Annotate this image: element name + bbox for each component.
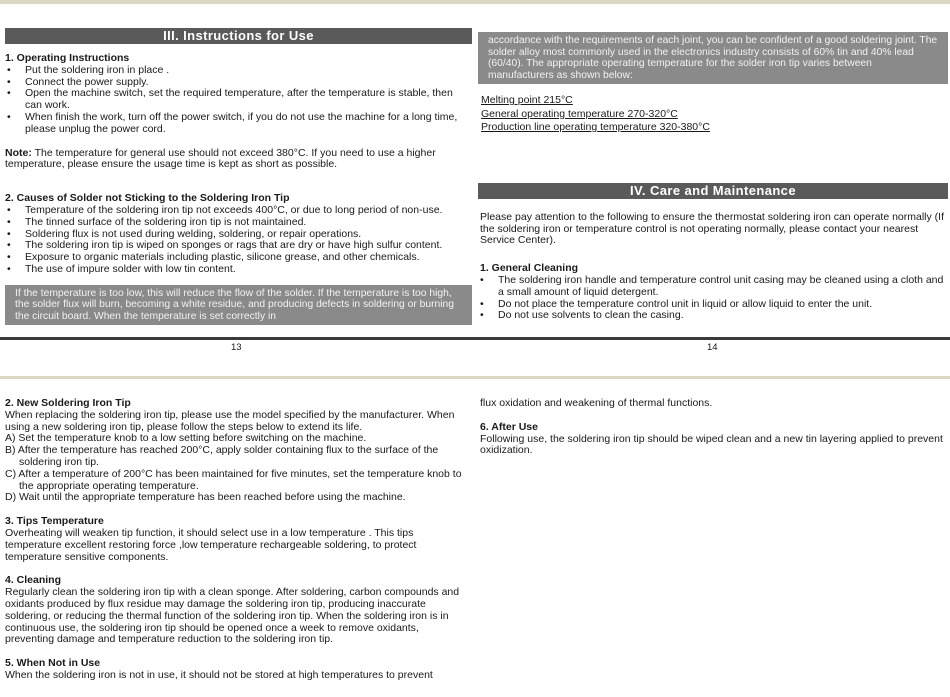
page-14-column (478, 32, 948, 322)
cleaning-text: Regularly clean the soldering iron tip with a clean sponge. After soldering, carbon compounds and oxidants produced by flux residue may damage the soldering iron tip, producing inaccurate soldering, or reducing the thermal function of the soldering iron tip. When the soldering iron is in continuous use, the soldering iron tip should be opened once a week to remove oxidants, preventing damage and temperature reduction to the soldering iron tip. (5, 586, 460, 646)
page-divider-top (0, 376, 950, 379)
temperature-note-box: If the temperature is too low, this will reduce the flow of the solder. If the temperature is too high, the solder flux will burn, becoming a white residue, and producing defects in soldering or burning the circuit board. When the temperature is set correctly in (5, 285, 472, 326)
page-number-13: 13 (231, 342, 242, 353)
melting-point: Melting point 215°C (481, 94, 573, 106)
list-item: • Do not use solvents to clean the casing. (478, 310, 948, 322)
new-tip-intro: When replacing the soldering iron tip, please use the model specified by the manufacturer. When using a new soldering iron tip, please follow the steps below to extend its life. (5, 408, 455, 433)
continued-text: flux oxidation and weakening of thermal functions. (480, 397, 713, 409)
top-rule (0, 0, 950, 4)
list-item: • Put the soldering iron in place . (5, 65, 472, 77)
list-item: • The use of impure solder with low tin content. (5, 264, 472, 276)
note-paragraph (5, 148, 472, 172)
solder-alloy-box: accordance with the requirements of each joint, you can be confident of a good soldering joint. The solder alloy most commonly used in the electronics industry consists of 60% tin and 40% lead (60/40). The appropriate operating temperature for the solder iron tip varies between manufacturers as shown below: (478, 32, 948, 84)
list-item: • Do not place the temperature control unit in liquid or allow liquid to enter the unit. (478, 299, 948, 311)
note-label: Note: (5, 146, 32, 159)
list-item: C) After a temperature of 200°C has been maintained for five minutes, set the temperature knob to the appropriate operating temperature. (5, 467, 462, 492)
list-item: • Exposure to organic materials including plastic, silicone grease, and other chemicals. (5, 252, 472, 264)
instructions-header: III. Instructions for Use (5, 28, 472, 44)
list-item: • Temperature of the soldering iron tip not exceeds 400°C, or due to long period of non-use. (5, 205, 472, 217)
after-use-text: Following use, the soldering iron tip should be wiped clean and a new tin layering applied to prevent oxidization. (480, 432, 943, 457)
page-13-column (5, 28, 472, 325)
list-item: D) Wait until the appropriate temperature has been reached before using the machine. (5, 491, 406, 504)
causes-title: 2. Causes of Solder not Sticking to the Soldering Iron Tip (5, 192, 290, 205)
tips-temperature-text: Overheating will weaken tip function, it should select use in a low temperature . This tips temperature excellent restoring force ,low temperature rechargeable soldering, to protect temperature sensitive components. (5, 526, 417, 563)
list-item: • The soldering iron handle and temperature control unit casing may be cleaned using a cloth and a small amount of liquid detergent. (478, 275, 948, 299)
lower-left-column (5, 398, 467, 682)
list-item: • The soldering iron tip is wiped on sponges or rags that are dry or have high sulfur content. (5, 240, 472, 252)
list-item: B) After the temperature has reached 200°C, apply solder containing flux to the surface of the soldering iron tip. (5, 444, 439, 468)
production-line-temperature: Production line operating temperature 320-380°C (481, 121, 710, 134)
page-number-14: 14 (707, 342, 718, 353)
general-cleaning-list (478, 275, 948, 322)
operating-instructions-title: 1. Operating Instructions (5, 52, 130, 64)
operating-instructions-list (5, 65, 472, 136)
list-item: • Connect the power supply. (5, 77, 472, 89)
new-tip-title: 2. New Soldering Iron Tip (5, 397, 131, 409)
causes-list (5, 205, 472, 276)
not-in-use-text: When the soldering iron is not in use, it should not be stored at high temperatures to prevent (5, 668, 433, 681)
list-item: • Open the machine switch, set the required temperature, after the temperature is stable, then can work. (5, 88, 472, 112)
page-divider-bottom (0, 337, 950, 340)
temperature-table (478, 94, 948, 135)
tips-temperature-title: 3. Tips Temperature (5, 515, 104, 528)
list-item: • The tinned surface of the soldering iron tip is not maintained. (5, 217, 472, 229)
care-maintenance-header: IV. Care and Maintenance (478, 183, 948, 199)
general-operating-temperature: General operating temperature 270-320°C (481, 107, 678, 120)
care-intro: Please pay attention to the following to ensure the thermostat soldering iron can operate normally (If the soldering iron or temperature control is not operating normally, please contact your nearest Service Center). (480, 210, 945, 247)
note-text: The temperature for general use should not exceed 380°C. If you need to use a higher temperature, please ensure the usage time is kept as short as possible. (5, 146, 436, 171)
general-cleaning-title: 1. General Cleaning (480, 262, 579, 275)
new-tip-steps (5, 433, 467, 504)
lower-right-column (480, 398, 946, 457)
after-use-title: 6. After Use (480, 420, 538, 433)
list-item: A) Set the temperature knob to a low setting before switching on the machine. (5, 432, 367, 445)
cleaning-title: 4. Cleaning (5, 574, 62, 587)
not-in-use-title: 5. When Not in Use (5, 657, 101, 670)
list-item: • When finish the work, turn off the power switch, if you do not use the machine for a long time, please unplug the power cord. (5, 112, 472, 136)
list-item: • Soldering flux is not used during welding, soldering, or repair operations. (5, 229, 472, 241)
